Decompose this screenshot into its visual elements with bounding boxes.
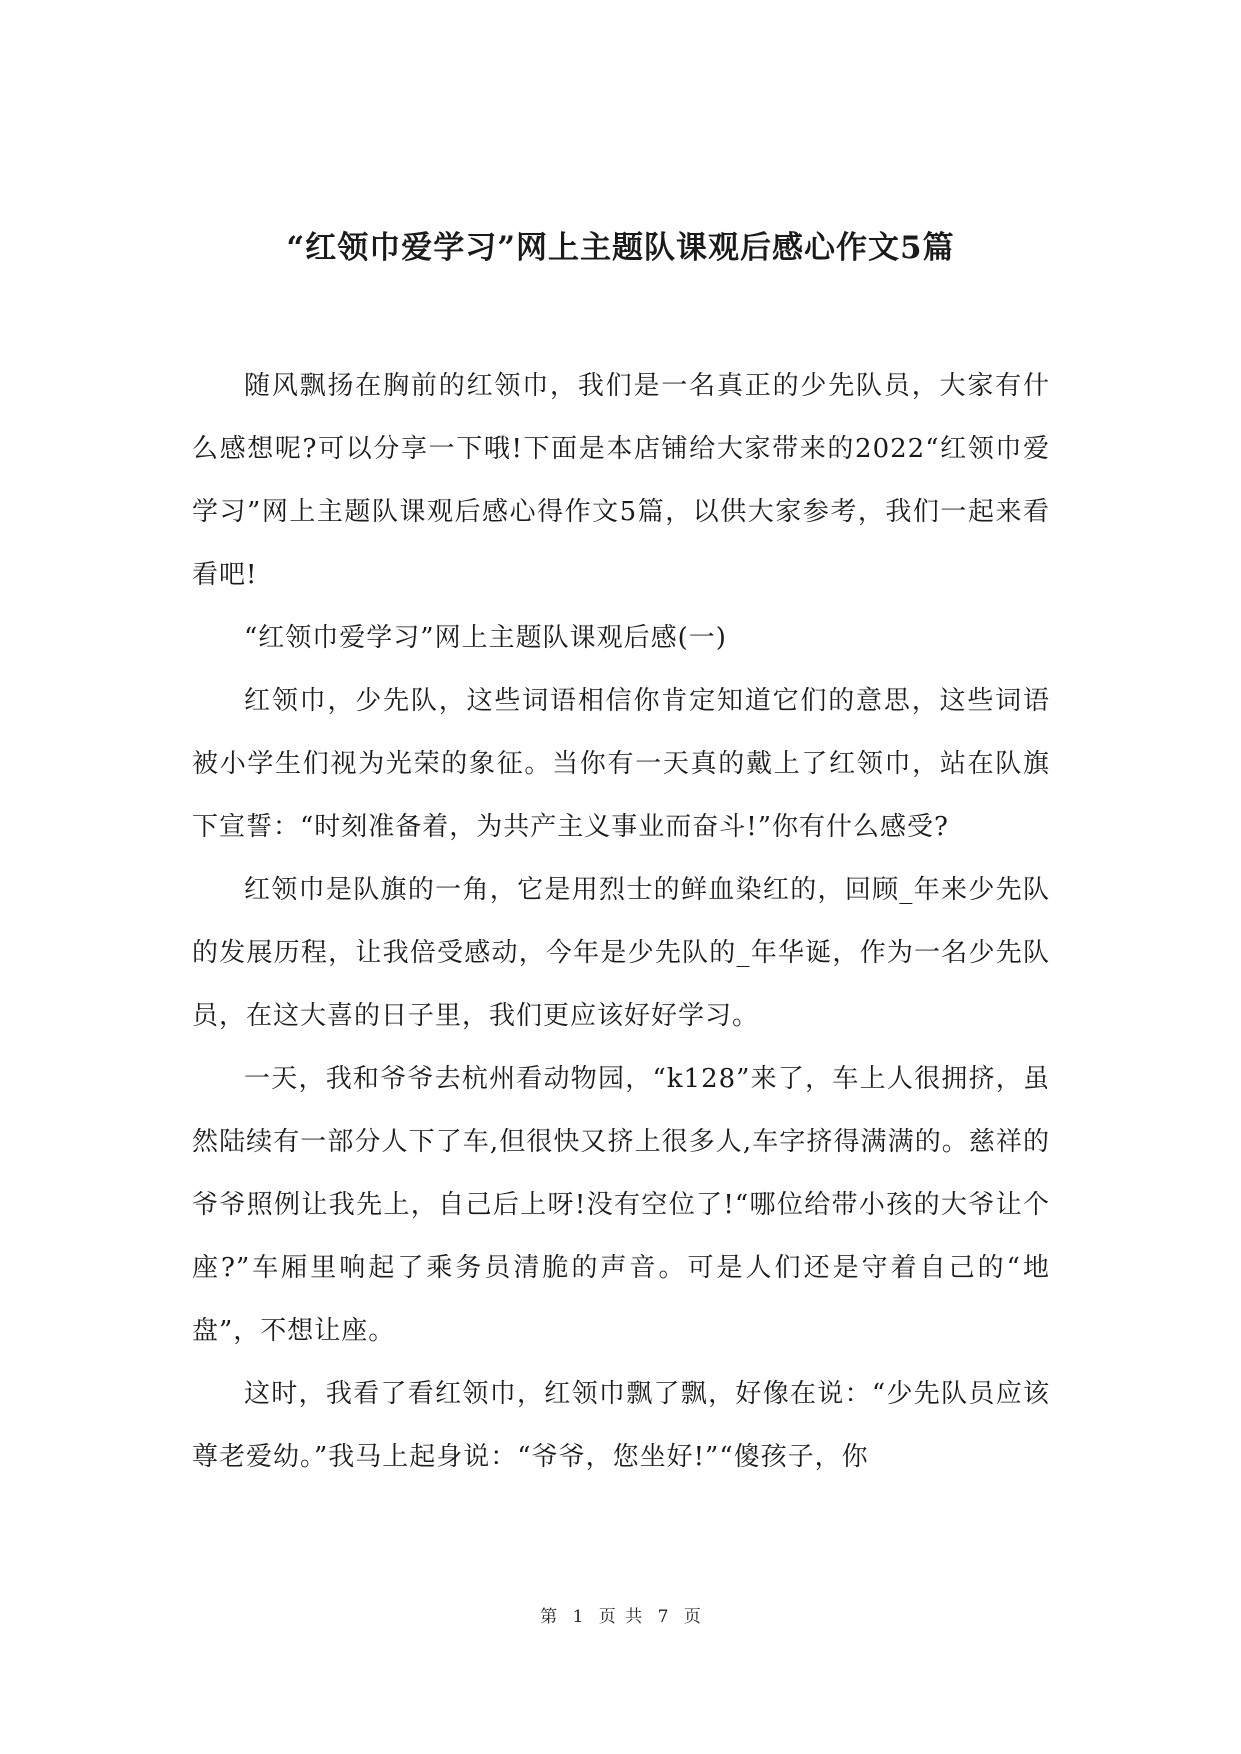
footer-prefix: 第 xyxy=(540,1607,558,1627)
intro-paragraph: 随风飘扬在胸前的红领巾，我们是一名真正的少先队员，大家有什么感想呢?可以分享一下哦!下面是本店铺给大家带来的2022“红领巾爱学习”网上主题队课观后感心得作文5篇，以供大家参考，我们一起来看看吧! xyxy=(192,371,1050,590)
footer-middle: 页 共 xyxy=(598,1607,643,1627)
body-paragraph: 这时，我看了看红领巾，红领巾飘了飘，好像在说：“少先队员应该尊老爱幼。”我马上起身说：“爷爷，您坐好!”“傻孩子，你 xyxy=(192,1379,1050,1472)
body-paragraph: 红领巾，少先队，这些词语相信你肯定知道它们的意思，这些词语被小学生们视为光荣的象征。当你有一天真的戴上了红领巾，站在队旗下宣誓：“时刻准备着，为共产主义事业而奋斗!”你有什么感受? xyxy=(192,686,1050,842)
footer-current-page: 1 xyxy=(572,1607,584,1627)
section-heading: “红领巾爱学习”网上主题队课观后感(一) xyxy=(244,623,727,653)
page-number-footer xyxy=(0,1602,1241,1627)
body-paragraph: 红领巾是队旗的一角，它是用烈士的鲜血染红的，回顾_年来少先队的发展历程，让我倍受感动，今年是少先队的_年华诞，作为一名少先队员，在这大喜的日子里，我们更应该好好学习。 xyxy=(192,875,1050,1031)
document-title: “红领巾爱学习”网上主题队课观后感心作文5篇 xyxy=(286,230,955,266)
footer-total-pages: 7 xyxy=(657,1607,669,1627)
footer-suffix: 页 xyxy=(683,1607,701,1627)
body-paragraph: 一天，我和爷爷去杭州看动物园，“k128”来了，车上人很拥挤，虽然陆续有一部分人下了车,但很快又挤上很多人,车字挤得满满的。慈祥的爷爷照例让我先上，自己后上呀!没有空位了!“哪位给带小孩的大爷让个座?”车厢里响起了乘务员清脆的声音。可是人们还是守着自己的“地盘”，不想让座。 xyxy=(192,1064,1050,1346)
document-body xyxy=(192,355,1050,1489)
